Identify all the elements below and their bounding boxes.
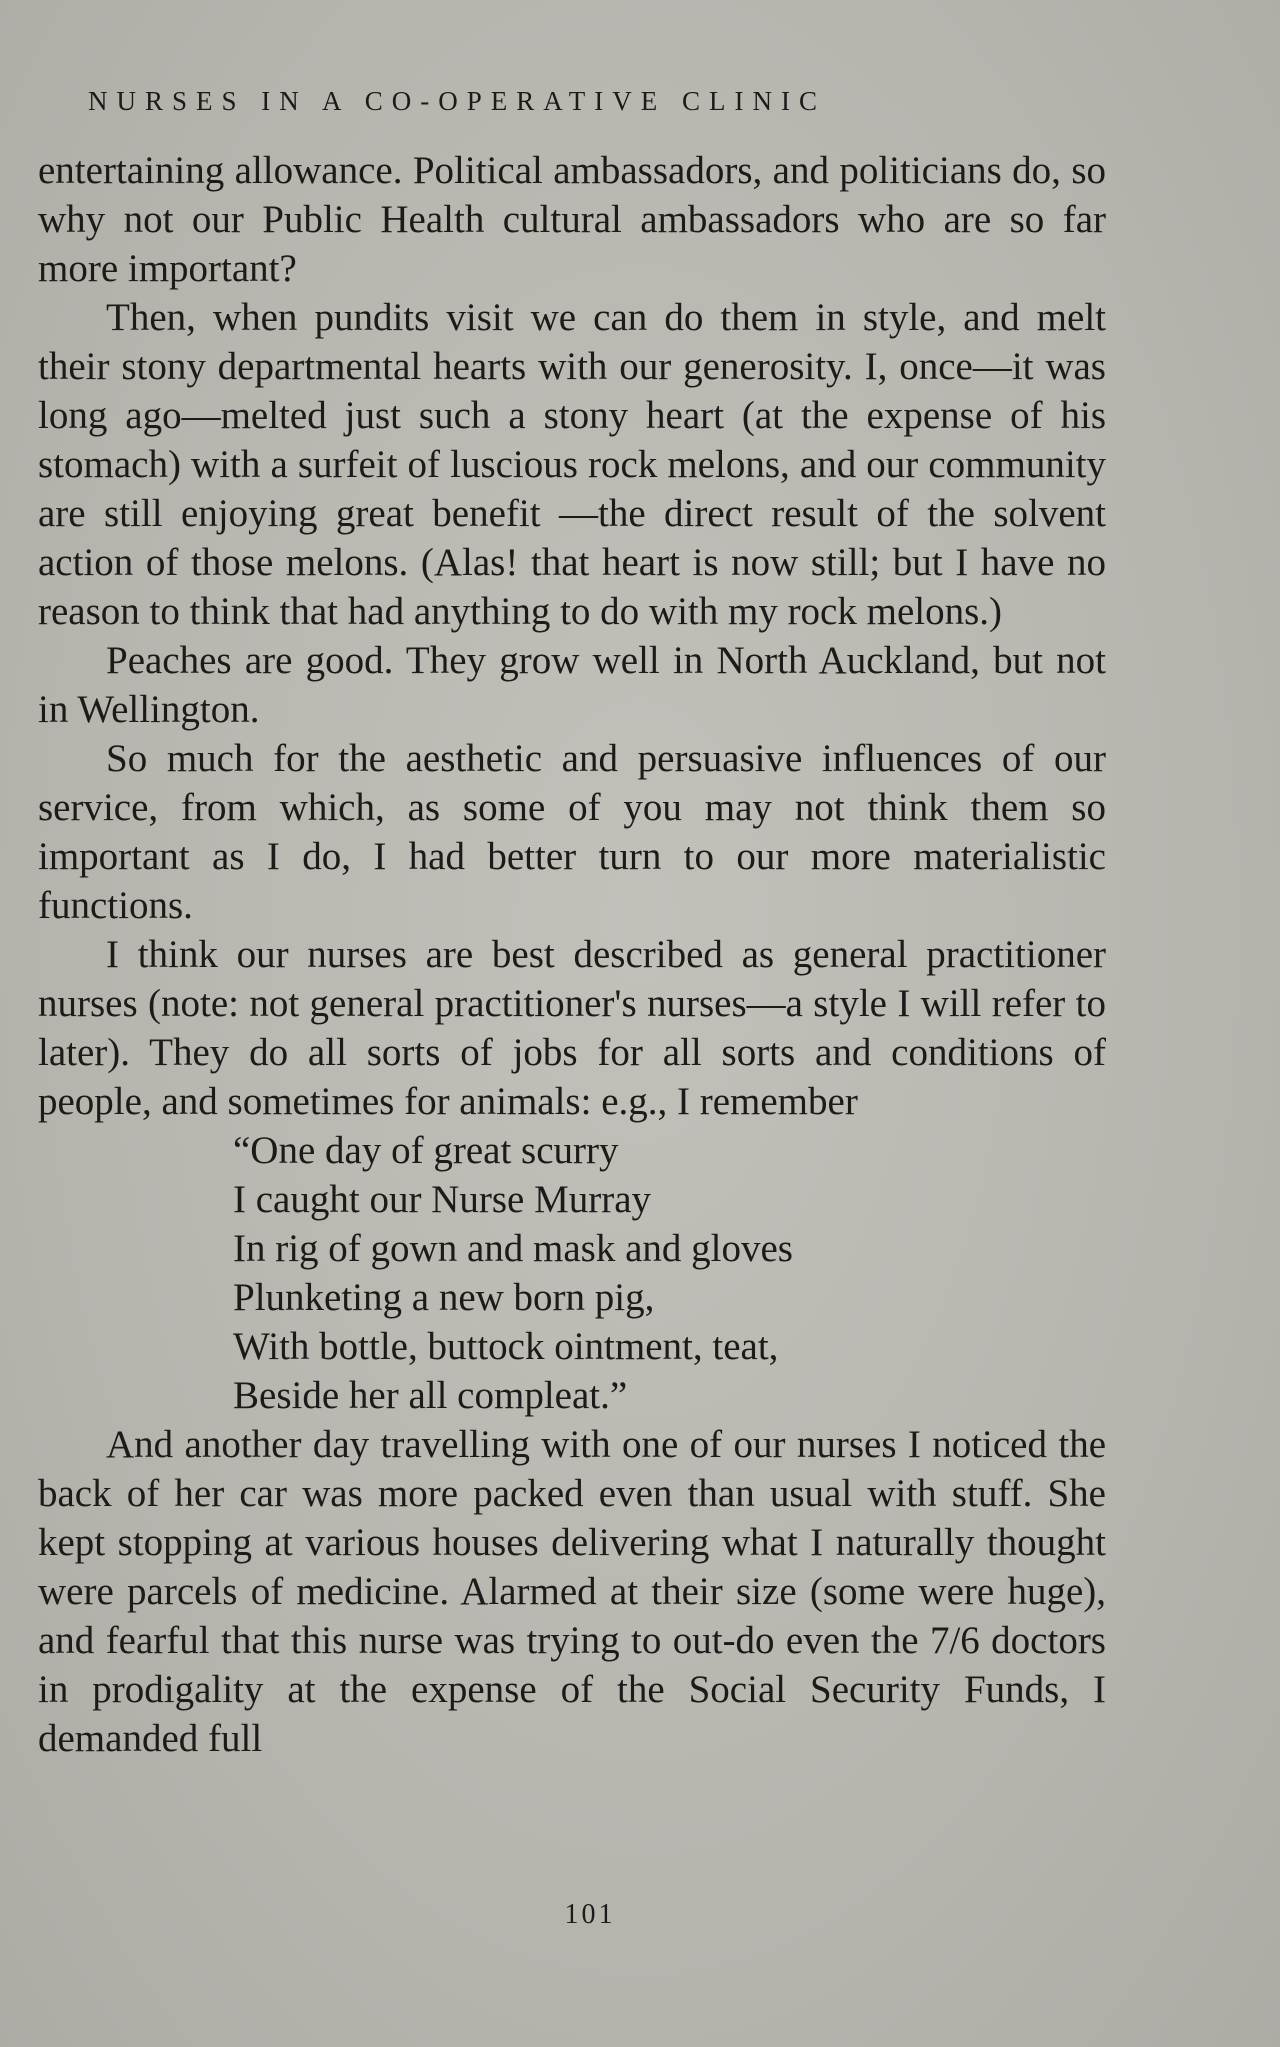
- paragraph-2: Then, when pundits visit we can do them in style, and melt their stony departmental hearts with our generosity. I, once—it was long ago—melted just such a stony heart (at the expense of his stomach) with a surfeit of luscious rock melons, and our community are still enjoying great benefit —the direct result of the solvent action of those melons. (Alas! that heart is now still; but I have no reason to think that had anything to do with my rock melons.): [38, 296, 1106, 633]
- running-head: NURSES IN A CO-OPERATIVE CLINIC: [88, 86, 827, 116]
- paragraph-4: So much for the aesthetic and persuasive influences of our service, from which, as some of you may not think them so important as I do, I had better turn to our more materialistic functions.: [38, 737, 1106, 927]
- verse-line: Beside her all compleat.”: [233, 1374, 628, 1417]
- page-number: 101: [564, 1899, 616, 1930]
- paragraph-closing: And another day travelling with one of our nurses I noticed the back of her car was more packed even than usual with stuff. She kept stopping at various houses delivering what I naturally thought were parcels of medicine. Alarmed at their size (some were huge), and fearful that this nurse was trying to out-do even the 7/6 doctors in prodigality at the expense of the Social Security Funds, I demanded full: [38, 1423, 1106, 1760]
- body-text: [38, 146, 1106, 1763]
- paragraph-3: Peaches are good. They grow well in North Auckland, but not in Wellington.: [38, 639, 1106, 731]
- paragraph-1: entertaining allowance. Political ambassadors, and politicians do, so why not our Public Health cultural ambassadors who are so far more important?: [38, 149, 1106, 290]
- verse-line: With bottle, buttock ointment, teat,: [233, 1325, 779, 1368]
- paragraph-5: I think our nurses are best described as general practitioner nurses (note: not general practitioner's nurses—a style I will refer to later). They do all sorts of jobs for all sorts and conditions of people, and sometimes for animals: e.g., I remember: [38, 933, 1106, 1123]
- verse-line: “One day of great scurry: [233, 1129, 619, 1172]
- verse-line: Plunketing a new born pig,: [233, 1276, 655, 1319]
- verse-line: I caught our Nurse Murray: [233, 1178, 652, 1221]
- verse-line: In rig of gown and mask and gloves: [233, 1227, 793, 1270]
- verse-quote: [38, 1126, 1106, 1420]
